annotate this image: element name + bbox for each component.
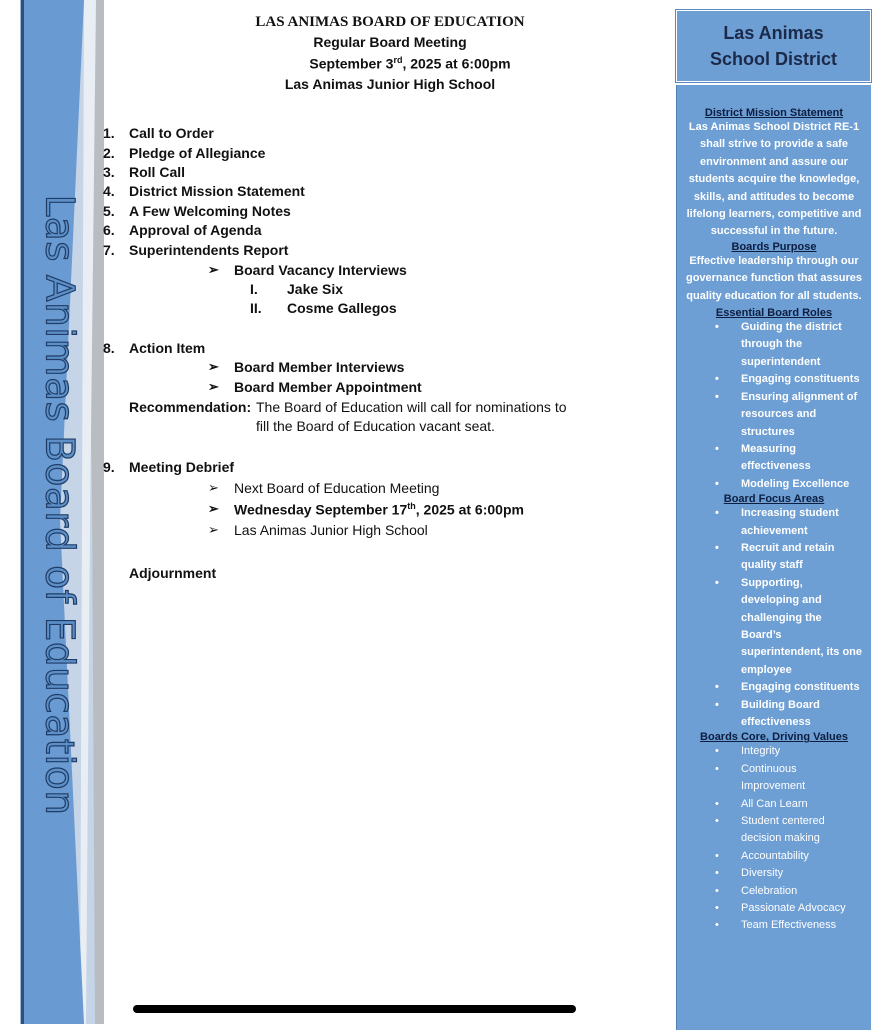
item-label: Roll Call [129, 164, 186, 180]
roman-numeral: II. [250, 300, 262, 316]
list-item-text: Measuring effectiveness [741, 442, 811, 473]
next-date-suffix: , 2025 at 6:00pm [415, 501, 524, 518]
recommendation-text-2: fill the Board of Education vacant seat. [256, 418, 495, 434]
list-item-text: Celebration [741, 884, 798, 897]
list-item [677, 540, 871, 575]
list-item [677, 371, 871, 388]
meeting-date [200, 55, 620, 72]
list-item-text: Accountability [741, 849, 809, 862]
recommendation-text-1: The Board of Education will call for nominations to [256, 399, 567, 415]
sidebar-panel [676, 85, 871, 1030]
item-label: Approval of Agenda [129, 222, 262, 238]
bullet-icon: • [715, 541, 719, 554]
meeting-type: Regular Board Meeting [313, 34, 467, 50]
candidate-name: Jake Six [287, 281, 344, 297]
list-item [677, 679, 871, 696]
next-date-main: Wednesday September 17 [234, 501, 408, 518]
list-item [677, 796, 871, 813]
list-item-text: Student centered decision making [741, 815, 825, 845]
subitem-label: Board Member Interviews [234, 359, 405, 375]
arrow-bullet-icon: ➢ [208, 379, 219, 394]
item-label: A Few Welcoming Notes [129, 203, 291, 219]
banner-left-edge [20, 0, 21, 1024]
arrow-bullet-icon: ➢ [208, 359, 219, 374]
item-label: Meeting Debrief [129, 459, 235, 475]
item-label: Pledge of Allegiance [129, 145, 266, 161]
item-label: Action Item [129, 340, 206, 356]
list-item [677, 848, 871, 865]
list-item [677, 476, 871, 493]
list-item [677, 389, 871, 441]
list-item-text: Supporting, developing and challenging the Board’s superintendent, its one employee [741, 576, 863, 676]
mission-text: Las Animas School District RE-1 shall strive to provide a safe environment and assure our students acquire the knowledge, skills, and attitudes to become lifelong learners, competitive and successful in the future. [686, 121, 862, 238]
arrow-bullet-icon: ➢ [208, 262, 219, 277]
bullet-icon: • [715, 373, 719, 386]
values-list [677, 743, 871, 934]
bullet-icon: • [715, 321, 719, 334]
purpose-text: Effective leadership through our governance function that assures quality education for all students. [685, 254, 863, 302]
arrow-bullet-icon: ➢ [208, 480, 219, 495]
adjournment-label: Adjournment [129, 565, 217, 581]
meeting-date-sup: rd [393, 55, 403, 65]
bullet-icon: • [715, 884, 719, 897]
item-number: 6. [103, 222, 115, 238]
list-item-text: Diversity [741, 867, 784, 880]
meeting-date-suffix: , 2025 at 6:00pm [402, 55, 511, 72]
item-number: 3. [103, 164, 115, 180]
candidate-name: Cosme Gallegos [287, 300, 397, 316]
list-item-text: Increasing student achievement [741, 507, 839, 537]
item-number: 9. [103, 459, 115, 475]
list-item-text: Engaging constituents [741, 681, 860, 694]
list-item-text: Building Board effectiveness [741, 698, 820, 728]
list-item-text: Integrity [741, 745, 781, 758]
item-number: 1. [103, 125, 115, 141]
arrow-bullet-icon: ➢ [208, 522, 219, 537]
arrow-bullet-icon: ➢ [208, 501, 219, 516]
list-item-text: Ensuring alignment of resources and structures [741, 390, 858, 438]
list-item-text: Recruit and retain quality staff [741, 541, 835, 572]
item-number: 5. [103, 203, 115, 219]
bullet-icon: • [715, 507, 719, 520]
home-indicator[interactable] [133, 1005, 576, 1013]
meeting-place: Las Animas Junior High School [284, 76, 496, 92]
next-meeting-date [234, 501, 524, 518]
list-item [677, 743, 871, 760]
recommendation-label: Recommendation: [129, 399, 252, 415]
values-heading: Boards Core, Driving Values [700, 731, 848, 744]
sidebar-title: Las Animas School District [709, 23, 838, 69]
meeting-date-main: September 3 [309, 55, 394, 72]
list-item [677, 505, 871, 540]
left-banner [0, 0, 110, 1024]
list-item-text: Passionate Advocacy [741, 902, 846, 915]
list-item-text: Continuous Improvement [741, 762, 806, 793]
bullet-icon: • [715, 762, 719, 775]
item-number: 7. [103, 242, 115, 258]
bullet-icon: • [715, 698, 719, 711]
item-number: 4. [103, 183, 115, 199]
bullet-icon: • [715, 390, 719, 403]
roles-heading: Essential Board Roles [715, 307, 833, 320]
bullet-icon: • [715, 797, 719, 810]
list-item-text: Team Effectiveness [741, 919, 837, 932]
next-date-sup: th [407, 501, 416, 511]
list-item [677, 883, 871, 900]
purpose-heading: Boards Purpose [731, 240, 817, 253]
list-item [677, 917, 871, 934]
list-item [677, 441, 871, 476]
list-item [677, 813, 871, 848]
list-item [677, 697, 871, 732]
list-item-text: Modeling Excellence [741, 477, 850, 490]
bullet-icon: • [715, 745, 719, 758]
board-title: LAS ANIMAS BOARD OF EDUCATION [255, 14, 525, 30]
list-item [677, 319, 871, 371]
item-label: Call to Order [129, 125, 214, 141]
list-item [677, 761, 871, 796]
list-item-text: Engaging constituents [741, 373, 860, 386]
bullet-icon: • [715, 919, 719, 932]
bullet-icon: • [715, 681, 719, 694]
vertical-title: Las Animas Board of Education [36, 194, 82, 816]
mission-heading: District Mission Statement [704, 107, 844, 119]
bullet-icon: • [715, 815, 719, 828]
list-item-text: All Can Learn [741, 797, 808, 810]
bullet-icon: • [715, 477, 719, 490]
sidebar-title-box [676, 10, 871, 82]
subitem-label: Board Member Appointment [234, 379, 422, 395]
list-item [677, 865, 871, 882]
item-number: 8. [103, 340, 115, 356]
item-label: Superintendents Report [129, 242, 289, 258]
bullet-icon: • [715, 442, 719, 455]
bullet-icon: • [715, 576, 719, 589]
item-number: 2. [103, 145, 115, 161]
list-item [677, 900, 871, 917]
subitem-label: Board Vacancy Interviews [234, 262, 407, 278]
list-item-text: Guiding the district through the superintendent [741, 321, 842, 368]
bullet-icon: • [715, 849, 719, 862]
list-item [677, 575, 871, 679]
subitem-label: Next Board of Education Meeting [234, 480, 440, 496]
item-label: District Mission Statement [129, 183, 305, 199]
roles-list [677, 319, 871, 493]
focus-list [677, 505, 871, 731]
focus-heading: Board Focus Areas [723, 493, 825, 506]
roman-numeral: I. [250, 281, 258, 297]
bullet-icon: • [715, 902, 719, 915]
subitem-label: Las Animas Junior High School [234, 522, 428, 538]
bullet-icon: • [715, 867, 719, 880]
